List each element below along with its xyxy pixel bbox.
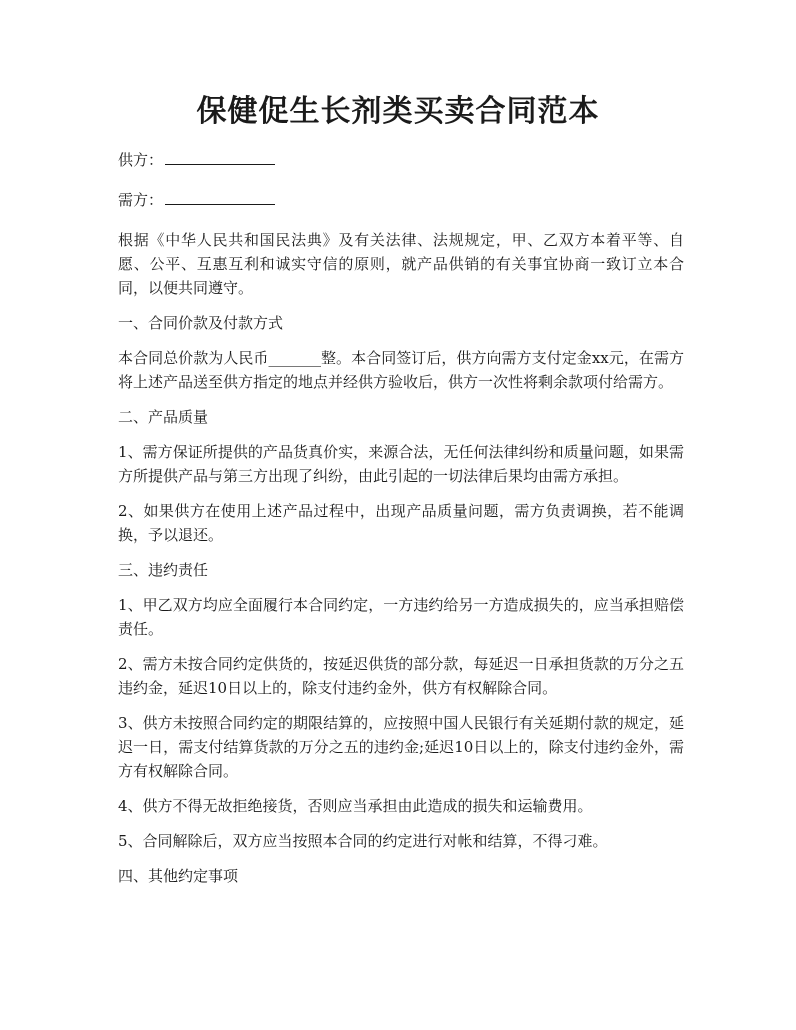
liability-clause-1: 1、甲乙双方均应全面履行本合同约定，一方违约给另一方造成损失的，应当承担赔偿责任。 xyxy=(118,596,684,638)
section-heading-other: 四、其他约定事项 xyxy=(118,867,239,885)
buyer-blank-line xyxy=(165,190,275,205)
preamble-paragraph: 根据《中华人民共和国民法典》及有关法律、法规规定，甲、乙双方本着平等、自愿、公平、互惠互利和诚实守信的原则，就产品供销的有关事宜协商一致订立本合同，以便共同遵守。 xyxy=(118,231,684,297)
quality-clause-1: 1、需方保证所提供的产品货真价实，来源合法，无任何法律纠纷和质量问题，如果需方所提供产品与第三方出现了纠纷，由此引起的一切法律后果均由需方承担。 xyxy=(118,443,684,485)
supplier-field xyxy=(118,148,684,172)
buyer-field xyxy=(118,188,684,212)
liability-clause-5: 5、合同解除后，双方应当按照本合同的约定进行对帐和结算，不得刁难。 xyxy=(118,832,608,850)
price-paragraph: 本合同总价款为人民币_______整。本合同签订后，供方向需方支付定金xx元，在需方将上述产品送至供方指定的地点并经供方验收后，供方一次性将剩余款项付给需方。 xyxy=(118,349,684,391)
quality-clause-2: 2、如果供方在使用上述产品过程中，出现产品质量问题，需方负责调换，若不能调换，予以退还。 xyxy=(118,502,684,544)
section-heading-price: 一、合同价款及付款方式 xyxy=(118,314,284,332)
supplier-blank-line xyxy=(165,150,275,165)
liability-clause-3: 3、供方未按照合同约定的期限结算的，应按照中国人民银行有关延期付款的规定，延迟一日，需支付结算货款的万分之五的违约金;延迟10日以上的，除支付违约金外，需方有权解除合同。 xyxy=(118,714,684,780)
supplier-label: 供方： xyxy=(118,151,164,169)
buyer-label: 需方： xyxy=(118,191,164,209)
liability-clause-4: 4、供方不得无故拒绝接货，否则应当承担由此造成的损失和运输费用。 xyxy=(118,797,593,815)
section-heading-quality: 二、产品质量 xyxy=(118,408,209,426)
liability-clause-2: 2、需方未按合同约定供货的，按延迟供货的部分款，每延迟一日承担货款的万分之五违约金，延迟10日以上的，除支付违约金外，供方有权解除合同。 xyxy=(118,655,684,697)
section-heading-liability: 三、违约责任 xyxy=(118,561,209,579)
document-body xyxy=(118,148,684,899)
document-title: 保健促生长剂类买卖合同范本 xyxy=(196,94,600,129)
